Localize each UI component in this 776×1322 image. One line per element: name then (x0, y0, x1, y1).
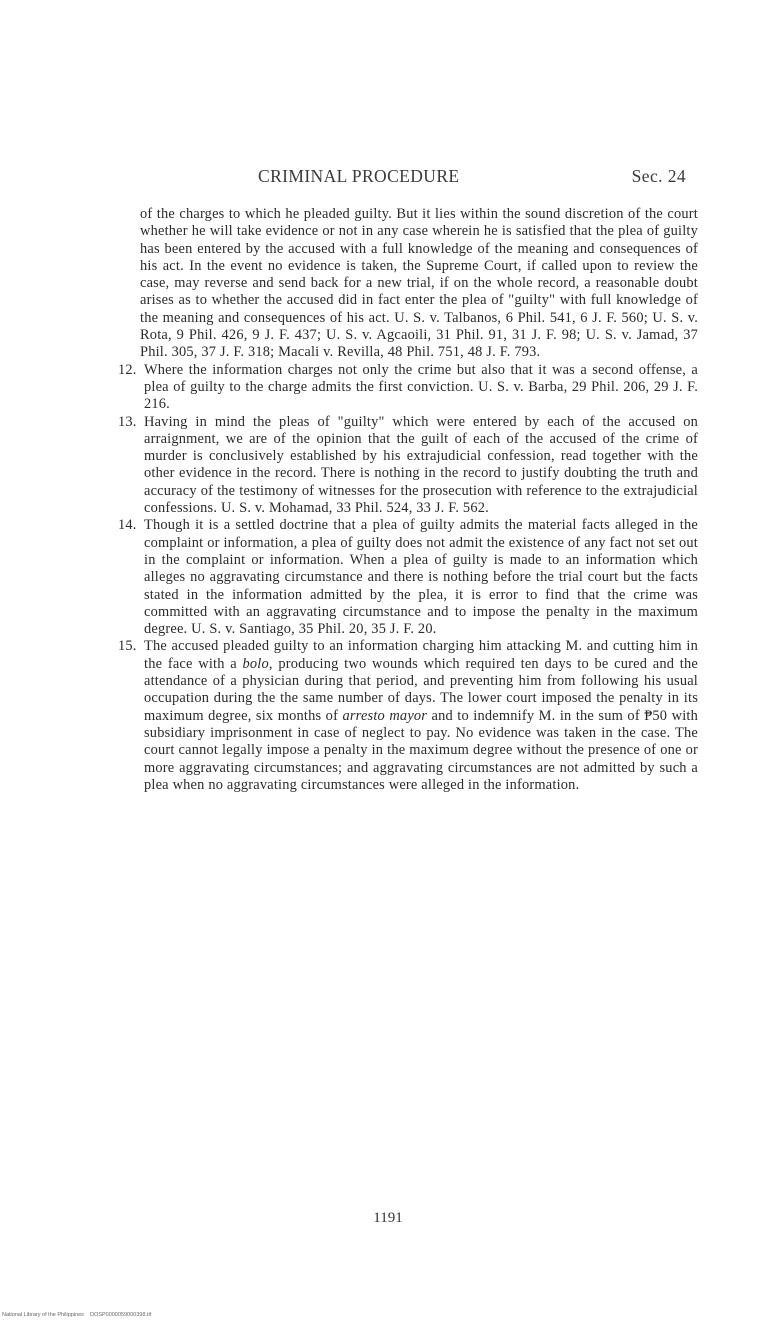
note-item-15 (118, 638, 698, 794)
page-body (118, 206, 698, 794)
continuation-paragraph: of the charges to which he pleaded guilty. But it lies within the sound discretion of the court whether he will take evidence or not in any case wherein he is satisfied that the plea of guilty has been entered by the accused with a full knowledge of the meaning and consequences of his act. In the event no evidence is taken, the Supreme Court, if called upon to review the case, may reverse and send back for a new trial, if on the whole record, a reasonable doubt arises as to whether the accused did in fact enter the plea of "guilty" with full knowledge of the meaning and consequences of his act. U. S. v. Talbanos, 6 Phil. 541, 6 J. F. 560; U. S. v. Rota, 9 Phil. 426, 9 J. F. 437; U. S. v. Agcaoili, 31 Phil. 91, 31 J. F. 98; U. S. v. Jamad, 37 Phil. 305, 37 J. F. 318; Macali v. Revilla, 48 Phil. 751, 48 J. F. 793. (140, 206, 698, 361)
note-number: 15. (118, 638, 137, 655)
note-text-part: and to indemnify M. in the sum of ₱50 with subsidiary imprisonment in case of neglect to pay. No evidence was taken in the case. The court cannot legally impose a penalty in the maximum degree without the presence of one or more aggravating circumstances; and aggravating circumstances are not admitted by such a plea when no aggravating circumstances were alleged in the information. (144, 707, 698, 793)
running-header (116, 164, 690, 192)
note-item-12 (118, 362, 698, 414)
note-number: 13. (118, 413, 137, 430)
note-text-part: The accused pleaded guilty to an information charging him attacking M. and cutting him in the face with a (144, 638, 698, 672)
italic-term: arresto mayor (342, 707, 428, 724)
note-number: 14. (118, 517, 137, 534)
note-text-part: , producing two wounds which required ten days to be cured and the attendance of a physician during that period, and preventing him from following his usual occupation during the the same number of days. The lower court imposed the penalty in its maximum degree, six months of (144, 655, 698, 724)
note-item-14 (118, 517, 698, 638)
running-title: CRIMINAL PROCEDURE (258, 166, 460, 186)
note-item-13 (118, 414, 698, 518)
note-text (144, 638, 698, 794)
note-text: Having in mind the pleas of "guilty" which were entered by each of the accused on arraignment, we are of the opinion that the guilt of each of the accused of the crime of murder is conclusively established by his extrajudicial confession, read together with the other evidence in the record. There is nothing in the record to justify doubting the truth and accuracy of the testimony of witnesses for the prosecution with reference to the extrajudicial confessions. U. S. v. Mohamad, 33 Phil. 524, 33 J. F. 562. (144, 413, 698, 517)
scan-footer: National Library of the Philippines DOSP0000059000398.tif (2, 1312, 152, 1318)
italic-term: bolo (242, 655, 269, 672)
note-text: Where the information charges not only the crime but also that it was a second offense, a plea of guilty to the charge admits the first conviction. U. S. v. Barba, 29 Phil. 206, 29 J. F. 216. (144, 361, 698, 413)
note-number: 12. (118, 361, 137, 378)
note-text: Though it is a settled doctrine that a plea of guilty admits the material facts alleged in the complaint or information, a plea of guilty does not admit the existence of any fact not set out in the complaint or information. When a plea of guilty is made to an information which alleges no aggravating circumstance and there is nothing before the trial court but the facts stated in the information admitted by the plea, it is error to find that the crime was committed with an aggravating circumstance and to impose the penalty in the maximum degree. U. S. v. Santiago, 35 Phil. 20, 35 J. F. 20. (144, 517, 698, 638)
page-number: 1191 (373, 1210, 403, 1226)
section-number: Sec. 24 (631, 166, 686, 186)
